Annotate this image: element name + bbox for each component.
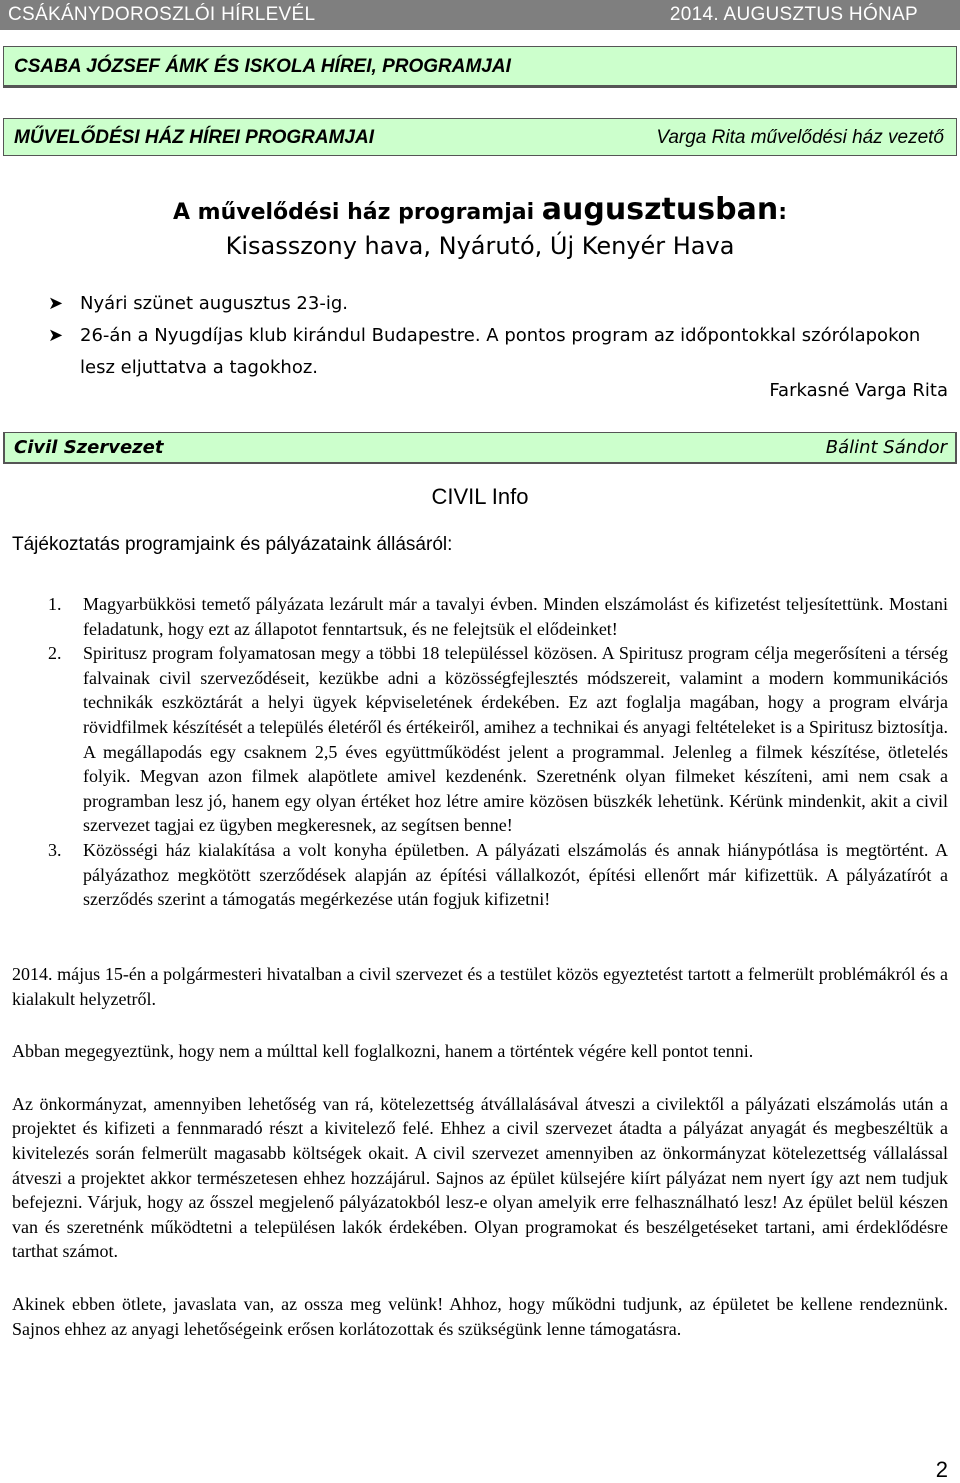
section-author-culture-house: Varga Rita művelődési ház vezető: [656, 127, 944, 148]
newsletter-title: CSÁKÁNYDOROSZLÓI HÍRLEVÉL: [8, 4, 316, 25]
program-signature: Farkasné Varga Rita: [769, 380, 948, 401]
paragraph: 2014. május 15-én a polgármesteri hivatalban a civil szervezet és a testület közös egyeztetést tartott a felmerült problémákról és a kialakult helyzetről.: [12, 964, 948, 1009]
program-bullet-list: [48, 288, 928, 384]
item-text: Spiritusz program folyamatosan megy a többi 18 településsel közösen. A Spiritusz program célja megerősíteni a térség falvainak civil szerveződéseit, kezükbe adni a közösségfejlesztés módszereit, valamint a modern kommunikációs technikák eszköztárát a helyi ügyek képviseletének érdekében. Ez azt foglalja magában, hogy a program elvárja rövidfilmek készítését a település életéről és értékeiről, amihez a technikai és anyagi feltételeket is a Spiritusz biztosítja. A megállapodás egy csaknem 2,5 éves együttműködést jelent a programmal. Jelenleg a filmek készítése, ötletelés folyik. Megvan azon filmek alapötlete amivel kezdenénk. Szeretnénk olyan filmeket készíteni, ami nem csak a programban lesz jó, hanem egy olyan értéket hoz létre amire közösen büszkék lehetünk. Kérünk mindenkit, akit a civil szervezet tagjai ez ügyben megkeresnek, az segítsen benne!: [83, 643, 948, 836]
list-item: [12, 838, 948, 912]
section-title-culture-house: MŰVELŐDÉSI HÁZ HÍREI PROGRAMJAI: [14, 127, 374, 148]
section-title-civil: Civil Szervezet: [14, 437, 164, 458]
program-title: [0, 192, 960, 227]
section-title-school: CSABA JÓZSEF ÁMK ÉS ISKOLA HÍREI, PROGRAMJAI: [14, 56, 511, 77]
civil-paragraphs: [12, 962, 948, 1369]
list-item: [48, 288, 928, 320]
bullet-text: 26-án a Nyugdíjas klub kirándul Budapestre. A pontos program az időpontokkal szórólapokon lesz eljuttatva a tagokhoz.: [80, 325, 921, 378]
item-number: 1.: [48, 594, 62, 614]
civil-info-heading: CIVIL Info: [431, 484, 529, 509]
item-text: Magyarbükkösi temető pályázata lezárult már a tavalyi évben. Minden elszámolást és kifizetést teljesítettünk. Mostani feladatunk, hogy ezt az állapotot fenntartsuk, és ne felejtsük el elődeinket!: [83, 594, 948, 639]
section-band-civil: [3, 432, 957, 464]
paragraph: Abban megegyeztünk, hogy nem a múlttal kell foglalkozni, hanem a történtek végére kell pontot tenni.: [12, 1041, 754, 1062]
program-title-month: augusztusban: [541, 192, 779, 227]
item-text: Közösségi ház kialakítása a volt konyha épületben. A pályázati elszámolás és annak hiánypótlása is megtörtént. A pályázathoz megkötött szerződések alapján az építési vállalkozót, építési ellenőrt már kifizettük. A pályázatírót a szerződés szerint a támogatás megérkezése után fogjuk kifizetni!: [83, 839, 948, 910]
section-author-civil: Bálint Sándor: [825, 437, 947, 458]
list-item: [12, 592, 948, 641]
civil-numbered-list: [12, 592, 948, 912]
paragraph: Akinek ebben ötlete, javaslata van, az ossza meg velünk! Ahhoz, hogy működni tudjunk, az épületet be kellene rendeznünk. Sajnos ehhez az anyagi lehetőségeink erősen korlátozottak és szükségünk lenne támogatásra.: [12, 1293, 948, 1339]
arrow-bullet-icon: ➤: [48, 293, 64, 314]
section-band-school: [3, 46, 957, 88]
item-number: 2.: [48, 643, 62, 664]
civil-intro: Tájékoztatás programjaink és pályázataink állásáról:: [12, 534, 453, 555]
newsletter-header: [0, 0, 960, 30]
paragraph: Az önkormányzat, amennyiben lehetőség van rá, kötelezettség átvállalásával átveszi a civilektől a pályázati elszámolás után a projektet és kifizeti a fennmaradó részt a kivitelező felé. Ehhez a civil szervezet átadta a pályázat anyagát és megbeszéltük a kivitelezés során felmerült magasabb költségek okait. A civil szervezet amennyiben az önkormányzat kötelezettség vállalással átveszi a projektet akkor természetesen ehhez hozzájárul. Sajnos az épület külsejére kiírt pályázat nem nyert így azt nem tudjuk befejezni. Várjuk, hogy az ősszel megjelenő pályázatokból lesz-e olyan amelyik erre felhasználható lesz! Az épület belül készen van és szeretnénk működtetni a településen lakók érdekében. Olyan programokat és beszélgetéseket tartani, ami érdeklődésre tarthat számot.: [12, 1093, 948, 1262]
arrow-bullet-icon: ➤: [48, 325, 64, 346]
program-subtitle: Kisasszony hava, Nyárutó, Új Kenyér Hava: [225, 232, 735, 260]
page-number: 2: [935, 1457, 948, 1482]
issue-date: 2014. AUGUSZTUS HÓNAP: [669, 4, 918, 25]
item-number: 3.: [48, 839, 62, 860]
list-item: [12, 641, 948, 838]
program-title-colon: :: [778, 200, 787, 225]
program-title-prefix: A művelődési ház programjai: [172, 200, 535, 225]
bullet-text: Nyári szünet augusztus 23-ig.: [80, 293, 348, 314]
list-item: [48, 320, 928, 384]
section-band-culture-house: [3, 118, 957, 156]
